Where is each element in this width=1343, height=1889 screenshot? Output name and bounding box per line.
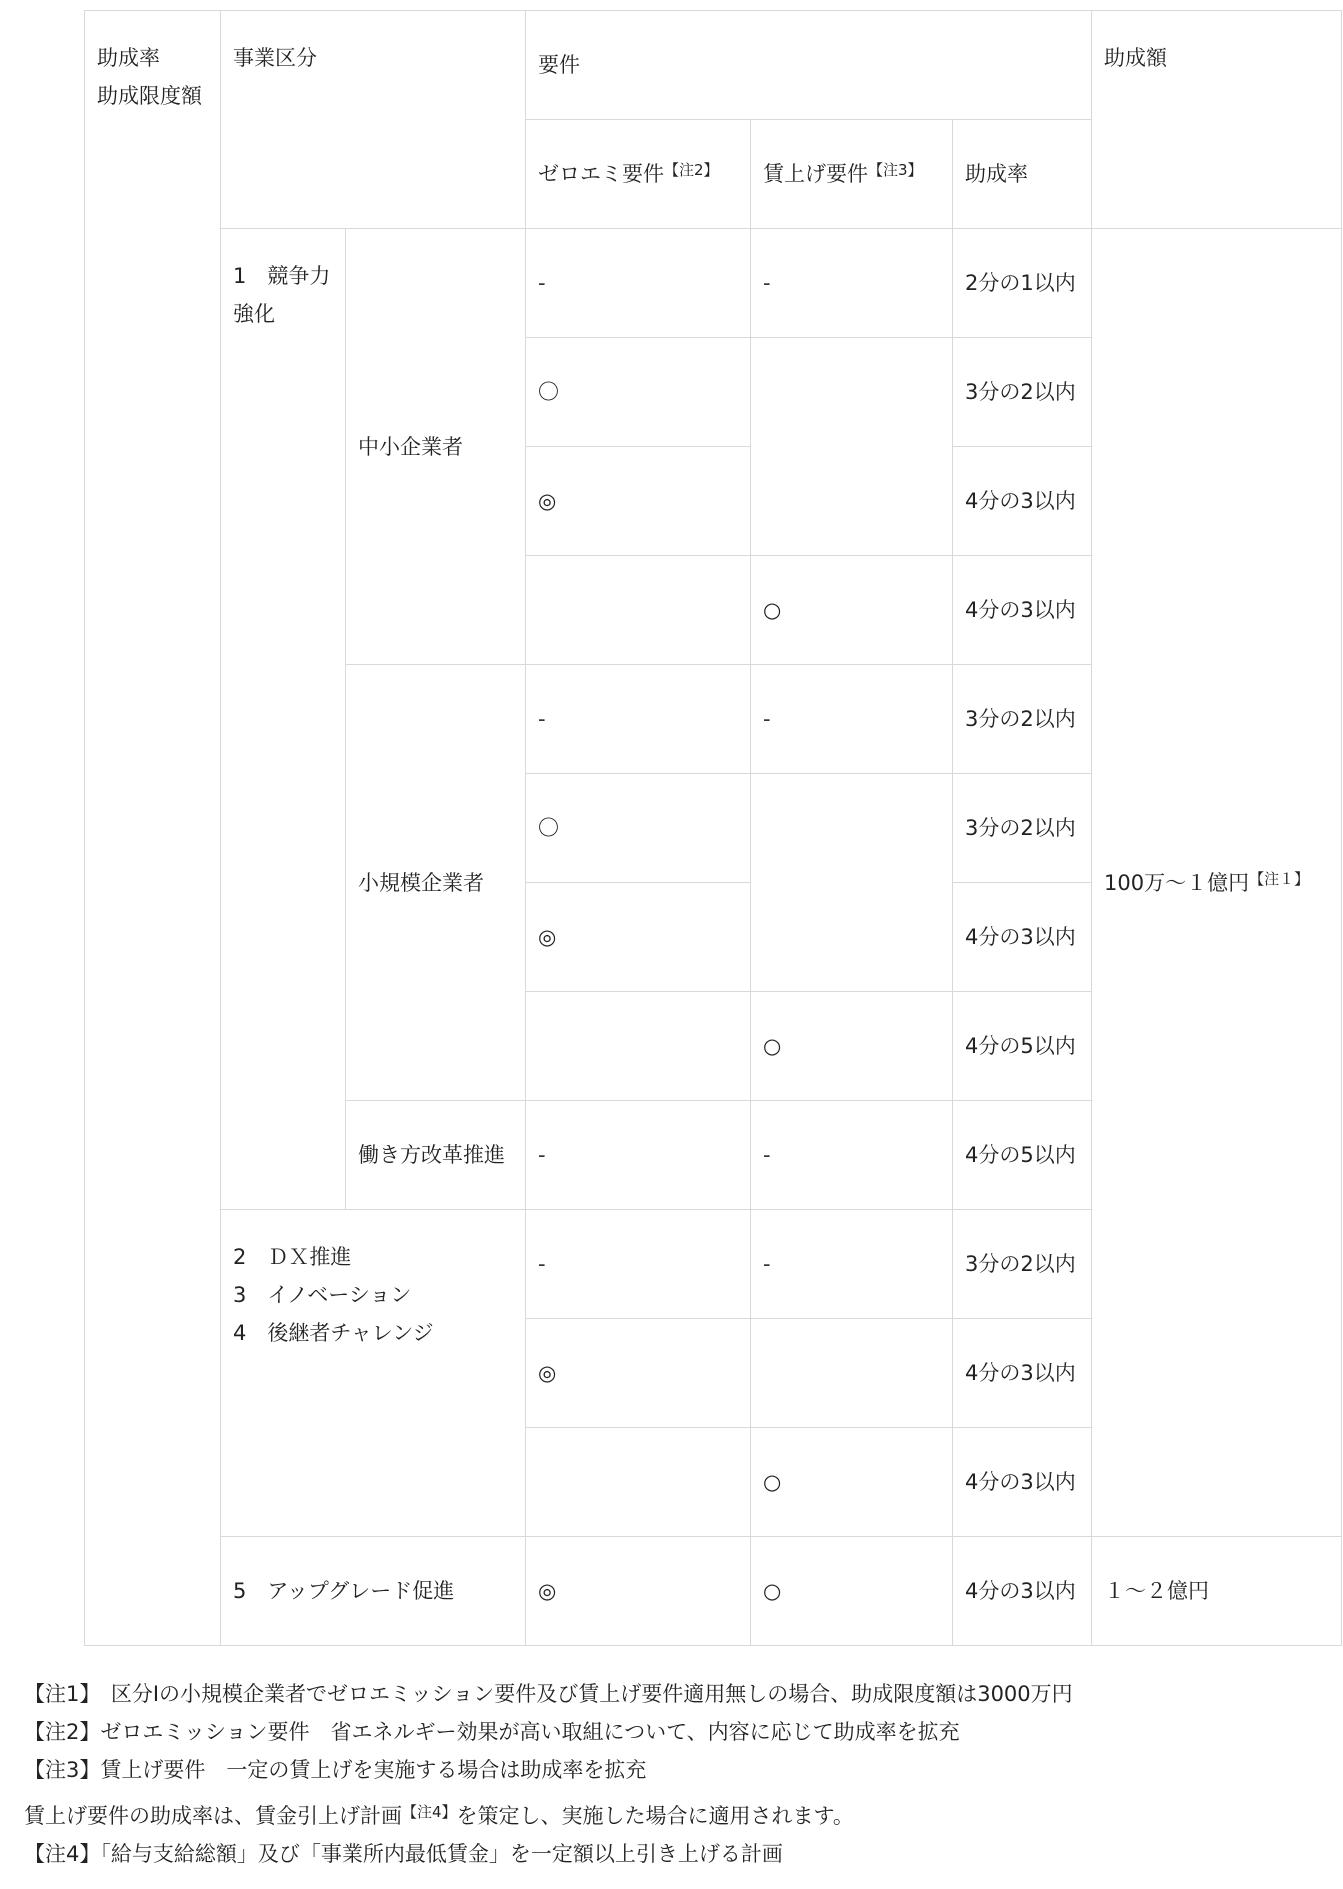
rate-cell: 4分の5以内 bbox=[953, 992, 1092, 1101]
rate-cell: 3分の2以内 bbox=[953, 338, 1092, 447]
rate-cell: 4分の3以内 bbox=[953, 1428, 1092, 1537]
zero-emi-cell: 〇 bbox=[526, 774, 751, 883]
wage-up-cell bbox=[751, 338, 953, 556]
rate-cell: 4分の3以内 bbox=[953, 1319, 1092, 1428]
zero-emi-cell: - bbox=[526, 665, 751, 774]
zero-emi-cell bbox=[526, 556, 751, 665]
category-2-3-4: 2 ＤＸ推進 3 イノベーション 4 後継者チャレンジ bbox=[221, 1210, 526, 1537]
wage-rate-explanation: 賃上げ要件の助成率は、賃金引上げ計画$^{【注4】}$を策定し、実施した場合に適用されます。 bbox=[24, 1803, 854, 1828]
wage-up-cell bbox=[751, 774, 953, 992]
sme-label: 中小企業者 bbox=[346, 229, 526, 665]
rate-cell: 4分の3以内 bbox=[953, 556, 1092, 665]
requirements-header: 要件 bbox=[526, 11, 1092, 120]
rate-cell: 4分の3以内 bbox=[953, 1537, 1092, 1646]
zero-emi-cell: - bbox=[526, 1101, 751, 1210]
category-header: 事業区分 bbox=[221, 11, 526, 229]
workstyle-label: 働き方改革推進 bbox=[346, 1101, 526, 1210]
wage-up-cell: - bbox=[751, 1210, 953, 1319]
amount-upgrade: １～２億円 bbox=[1092, 1537, 1342, 1646]
rate-cell: 3分の2以内 bbox=[953, 665, 1092, 774]
wage-up-cell: ○ bbox=[751, 992, 953, 1101]
zero-emi-cell: 〇 bbox=[526, 338, 751, 447]
rate-cell: 3分の2以内 bbox=[953, 1210, 1092, 1319]
rate-cell: 2分の1以内 bbox=[953, 229, 1092, 338]
note-2: 【注2】ゼロエミッション要件 省エネルギー効果が高い取組について、内容に応じて助成率を拡充 bbox=[24, 1720, 960, 1744]
note-3: 【注3】賃上げ要件 一定の賃上げを実施する場合は助成率を拡充 bbox=[24, 1758, 647, 1782]
subsidy-table bbox=[84, 10, 1342, 1646]
zero-emi-cell: - bbox=[526, 229, 751, 338]
note-4: 【注4】「給与支給総額」及び「事業所内最低賃金」を一定額以上引き上げる計画 bbox=[24, 1842, 783, 1866]
rate-cell: 4分の3以内 bbox=[953, 447, 1092, 556]
category-5: 5 アップグレード促進 bbox=[221, 1537, 526, 1646]
amount-header: 助成額 bbox=[1092, 11, 1342, 229]
zero-emi-cell bbox=[526, 1428, 751, 1537]
zero-emi-header: ゼロエミ要件$^{【注2】}$ bbox=[526, 120, 751, 229]
wage-up-cell bbox=[751, 1319, 953, 1428]
zero-emi-cell bbox=[526, 992, 751, 1101]
note-1: 【注1】 区分Ⅰの小規模企業者でゼロエミッション要件及び賃上げ要件適用無しの場合、助成限度額は3000万円 bbox=[24, 1682, 1073, 1706]
zero-emi-cell: ◎ bbox=[526, 447, 751, 556]
wage-up-cell: ○ bbox=[751, 1428, 953, 1537]
wage-up-cell: - bbox=[751, 1101, 953, 1210]
wage-up-cell: - bbox=[751, 665, 953, 774]
zero-emi-cell: ◎ bbox=[526, 1319, 751, 1428]
zero-emi-cell: - bbox=[526, 1210, 751, 1319]
rate-cell: 3分の2以内 bbox=[953, 774, 1092, 883]
small-label: 小規模企業者 bbox=[346, 665, 526, 1101]
wage-up-cell: ○ bbox=[751, 1537, 953, 1646]
limit-label: 助成限度額 bbox=[97, 84, 202, 108]
wage-up-header: 賃上げ要件$^{【注3】}$ bbox=[751, 120, 953, 229]
rate-label: 助成率 bbox=[97, 46, 160, 70]
amount-main: 100万～１億円$^{【注1】}$ bbox=[1092, 229, 1342, 1537]
rate-cell: 4分の3以内 bbox=[953, 883, 1092, 992]
zero-emi-cell: ◎ bbox=[526, 883, 751, 992]
category-1: 1 競争力 強化 bbox=[221, 229, 346, 1210]
zero-emi-cell: ◎ bbox=[526, 1537, 751, 1646]
rate-header: 助成率 bbox=[953, 120, 1092, 229]
rate-limit-header bbox=[85, 11, 221, 1646]
wage-up-cell: - bbox=[751, 229, 953, 338]
rate-cell: 4分の5以内 bbox=[953, 1101, 1092, 1210]
notes-section bbox=[24, 1675, 1324, 1873]
wage-up-cell: ○ bbox=[751, 556, 953, 665]
